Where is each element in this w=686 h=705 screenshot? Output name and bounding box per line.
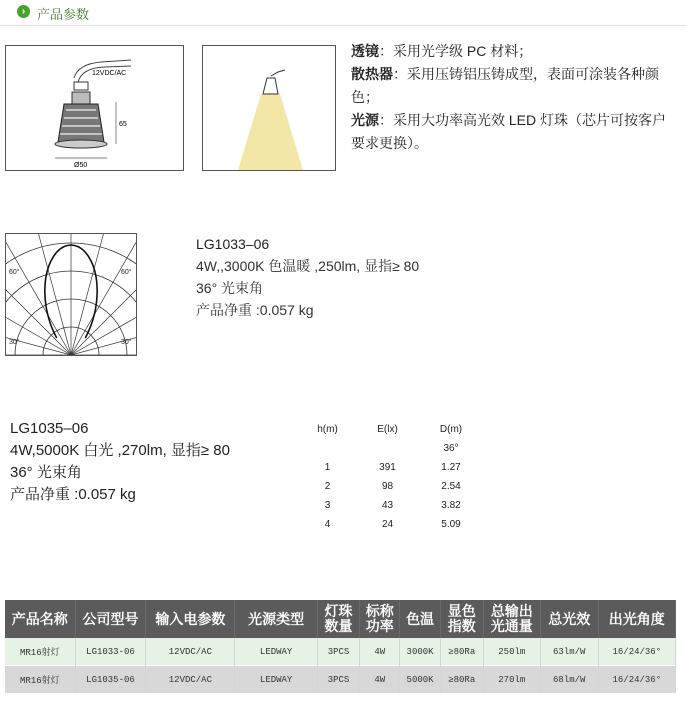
model2-name: LG1035–06 xyxy=(10,420,89,437)
spec-description xyxy=(351,40,676,155)
phot-row: 3 43 3.82 xyxy=(324,500,461,511)
height-label: 65 xyxy=(119,121,127,128)
model1-line1: 4W,,3000K 色温暖 ,250lm, 显指≥ 80 xyxy=(196,258,420,274)
column-header: 公司型号 xyxy=(75,600,146,638)
photometric-table xyxy=(305,420,477,534)
column-header: 显色指数 xyxy=(440,600,483,638)
table-row: MR16射灯 LG1033-06 12VDC/AC LEDWAY 3PCS 4W 3000K ≥80Ra 250lm 63lm/W 16/24/36° xyxy=(5,638,676,666)
spec-heatsink: 散热器：采用压铸铝压铸成型，表面可涂装各种颜色； xyxy=(351,66,659,105)
chevron-right-icon: › xyxy=(17,5,30,18)
model2-line2: 36° 光束角 xyxy=(10,464,82,481)
model2-line3: 产品净重 :0.057 kg xyxy=(10,486,136,503)
lamp-cable xyxy=(271,70,285,76)
product-spec-table xyxy=(5,600,676,693)
phot-angle: 36° xyxy=(443,443,459,454)
lamp-drawing-svg xyxy=(6,46,183,170)
voltage-label: 12VDC/AC xyxy=(92,70,127,77)
phot-row: 2 98 2.54 xyxy=(324,481,461,492)
column-header: 总光效 xyxy=(540,600,598,638)
phot-row: 1 391 1.27 xyxy=(324,462,461,473)
polar-svg xyxy=(6,234,136,355)
table-header-row xyxy=(5,600,676,638)
model1-name: LG1033–06 xyxy=(196,236,270,252)
model1-line2: 36° 光束角 xyxy=(196,280,264,296)
spec-lens: 透镜：采用光学级 PC 材料； xyxy=(351,43,533,59)
column-header: 光源类型 xyxy=(235,600,317,638)
column-header: 总输出光通量 xyxy=(483,600,540,638)
lamp-lens xyxy=(55,140,107,148)
table-row: MR16射灯 LG1035-06 12VDC/AC LEDWAY 3PCS 4W 5000K ≥80Ra 270lm 68lm/W 16/24/36° xyxy=(5,666,676,694)
beam-svg xyxy=(203,46,335,170)
angle-label: 30° xyxy=(9,339,20,346)
diameter-label: Ø50 xyxy=(74,162,88,169)
column-header: 色温 xyxy=(400,600,440,638)
model1-info xyxy=(196,233,419,321)
lamp-base xyxy=(72,92,90,104)
section-header xyxy=(0,0,686,24)
spec-light-source: 光源：采用大功率高光效 LED 灯珠（芯片可按客户要求更换）。 xyxy=(351,112,667,151)
column-header: 标称功率 xyxy=(360,600,400,638)
angle-label: 60° xyxy=(121,269,132,276)
section-title: 产品参数 xyxy=(37,7,90,22)
phot-header: E(lx) xyxy=(377,424,398,435)
angle-label: 60° xyxy=(9,269,20,276)
model2-line1: 4W,5000K 白光 ,270lm, 显指≥ 80 xyxy=(10,442,230,459)
angle-label: 30° xyxy=(121,339,132,346)
header-divider xyxy=(0,25,686,26)
phot-row: 4 24 5.09 xyxy=(324,519,461,530)
column-header: 灯珠数量 xyxy=(317,600,359,638)
phot-header: D(m) xyxy=(439,424,463,435)
lamp-pins xyxy=(74,82,88,90)
phot-header: h(m) xyxy=(317,424,338,435)
polar-spoke xyxy=(37,234,71,355)
column-header: 出光角度 xyxy=(598,600,675,638)
model2-info xyxy=(10,418,230,506)
model1-line3: 产品净重 :0.057 kg xyxy=(196,302,314,318)
polar-light-distribution xyxy=(5,233,137,356)
column-header: 输入电参数 xyxy=(146,600,235,638)
beam-angle-illustration xyxy=(202,45,336,171)
polar-spoke xyxy=(71,234,105,355)
light-beam xyxy=(238,94,303,170)
column-header: 产品名称 xyxy=(5,600,75,638)
lamp-icon xyxy=(263,78,278,94)
lamp-dimension-drawing xyxy=(5,45,184,171)
